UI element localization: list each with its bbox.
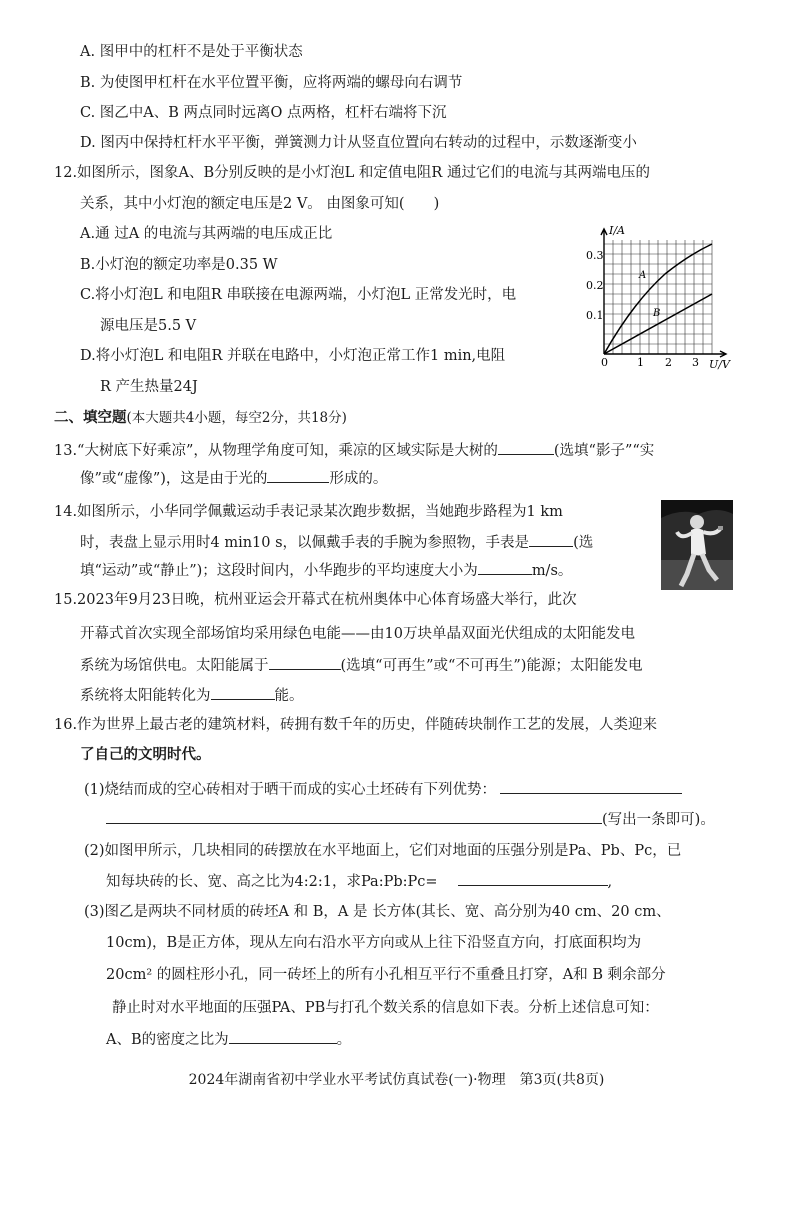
q13-text4: 形成的。 bbox=[329, 471, 388, 487]
q15-line1: 15.2023年9月23日晚，杭州亚运会开幕式在杭州奥体中心体育场盛大举行，此次 bbox=[54, 592, 577, 608]
q16-blank3[interactable] bbox=[229, 1029, 337, 1044]
curve-a-label: A bbox=[639, 270, 647, 281]
q16-sub1 bbox=[84, 779, 682, 800]
runner-photo bbox=[661, 500, 733, 590]
q15-blank1[interactable] bbox=[269, 655, 341, 670]
q16-sub1-note: (写出一条即可)。 bbox=[602, 812, 715, 828]
q13-text1: 13.“大树底下好乘凉”，从物理学角度可知，乘凉的区域实际是大树的 bbox=[54, 443, 498, 459]
q11-option-c: C. 图乙中A、B 两点同时远离O 点两格，杠杆右端将下沉 bbox=[80, 105, 447, 121]
q15-line4 bbox=[80, 685, 304, 706]
q14-text2b: (选 bbox=[573, 535, 594, 551]
q11-option-d: D. 图丙中保持杠杆水平平衡，弹簧测力计从竖直位置向右转动的过程中，示数逐渐变小 bbox=[80, 135, 637, 151]
q13-text2: (选填“影子”“实 bbox=[553, 443, 655, 459]
q16-sub2-text: 知每块砖的长、宽、高之比为4:2:1，求Pa:Pb:Pc= bbox=[106, 874, 438, 890]
q13-blank1[interactable] bbox=[498, 440, 554, 455]
y-tick-01: 0.1 bbox=[586, 309, 604, 322]
q14-blank1[interactable] bbox=[529, 532, 573, 547]
q16-line2: 了自己的文明时代。 bbox=[80, 746, 211, 763]
q15-text3b: (选填“可再生”或“不可再生”)能源；太阳能发电 bbox=[340, 658, 643, 674]
x-tick-1: 1 bbox=[637, 356, 644, 369]
q14-text3a: 填“运动”或“静止”)；这段时间内，小华跑步的平均速度大小为 bbox=[80, 563, 478, 579]
x-tick-2: 2 bbox=[665, 356, 672, 369]
page-footer: 2024年湖南省初中学业水平考试仿真试卷(一)·物理 第3页(共8页) bbox=[188, 1072, 605, 1088]
q16-sub3-line4: 静止时对水平地面的压强PA、PB与打孔个数关系的信息如下表。分析上述信息可知： bbox=[112, 1000, 659, 1016]
y-axis-label: I/A bbox=[609, 224, 625, 237]
q12-stem-line1: 12.如图所示，图象A、B分别反映的是小灯泡L 和定值电阻R 通过它们的电流与其两端电压的 bbox=[54, 165, 650, 181]
q11-option-b: B. 为使图甲杠杆在水平位置平衡，应将两端的螺母向右调节 bbox=[80, 75, 463, 91]
q16-blank1[interactable] bbox=[500, 779, 682, 794]
section-note: (本大题共4小题，每空2分，共18分) bbox=[126, 410, 347, 426]
x-tick-0: 0 bbox=[601, 356, 608, 369]
q15-line2: 开幕式首次实现全部场馆均采用绿色电能——由10万块单晶双面光伏组成的太阳能发电 bbox=[80, 626, 635, 642]
q12-option-c-line1: C.将小灯泡L 和电阻R 串联接在电源两端，小灯泡L 正常发光时，电 bbox=[80, 287, 517, 303]
q16-sub2-line2: 知每块砖的长、宽、高之比为4:2:1，求Pa:Pb:Pc= , bbox=[106, 871, 612, 892]
q12-option-c-line2: 源电压是5.5 V bbox=[100, 318, 197, 334]
q16-blank2[interactable] bbox=[458, 871, 608, 886]
q15-text4b: 能。 bbox=[274, 688, 304, 704]
q16-sub3-text5: A、B的密度之比为 bbox=[106, 1032, 229, 1048]
y-tick-02: 0.2 bbox=[586, 279, 604, 292]
q16-line1: 16.作为世界上最古老的建筑材料，砖拥有数千年的历史，伴随砖块制作工艺的发展，人类迎来 bbox=[54, 717, 658, 733]
section-title: 二、填空题 bbox=[54, 409, 127, 426]
q15-line3 bbox=[80, 655, 642, 676]
q16-sub3-line1: (3)图乙是两块不同材质的砖坯A 和 B，A 是 长方体(其长、宽、高分别为40 cm、20 cm、 bbox=[84, 904, 671, 920]
q12-stem-line2: 关系，其中小灯泡的额定电压是2 V。 由图象可知( ) bbox=[80, 196, 440, 212]
q14-line3 bbox=[80, 560, 572, 581]
q14-line2 bbox=[80, 532, 593, 553]
section-header bbox=[54, 408, 347, 428]
q14-text2a: 时，表盘上显示用时4 min10 s，以佩戴手表的手腕为参照物，手表是 bbox=[80, 535, 530, 551]
q13-line1 bbox=[54, 440, 654, 461]
q16-sub2-line1: (2)如图甲所示，几块相同的砖摆放在水平地面上，它们对地面的压强分别是Pa、Pb、Pc，已 bbox=[84, 843, 682, 859]
q11-option-a: A. 图甲中的杠杆不是处于平衡状态 bbox=[80, 44, 303, 60]
q16-sub3-line2: 10cm)，B是正方体，现从左向右沿水平方向或从上往下沿竖直方向，打底面积均为 bbox=[106, 935, 642, 951]
q16-sub1-line2 bbox=[106, 809, 715, 830]
graph-axes bbox=[601, 229, 726, 357]
q14-blank2[interactable] bbox=[478, 560, 532, 575]
x-tick-3: 3 bbox=[692, 356, 699, 369]
q13-text3: 像”或“虚像”)，这是由于光的 bbox=[80, 471, 268, 487]
q13-line2 bbox=[80, 468, 387, 489]
q12-option-d-line1: D.将小灯泡L 和电阻R 并联在电路中，小灯泡正常工作1 min,电阻 bbox=[80, 348, 506, 364]
graph-grid bbox=[604, 240, 712, 354]
q15-text3a: 系统为场馆供电。太阳能属于 bbox=[80, 658, 269, 674]
q12-option-a: A.通 过A 的电流与其两端的电压成正比 bbox=[80, 226, 333, 242]
iu-graph bbox=[585, 222, 740, 372]
q14-text3b: m/s。 bbox=[531, 563, 573, 579]
x-axis-label: U/V bbox=[709, 358, 730, 371]
q14-line1: 14.如图所示，小华同学佩戴运动手表记录某次跑步数据，当她跑步路程为1 km bbox=[54, 504, 563, 520]
q16-blank1-cont[interactable] bbox=[106, 809, 602, 824]
q13-blank2[interactable] bbox=[267, 468, 329, 483]
y-tick-03: 0.3 bbox=[586, 249, 604, 262]
q16-sub1-text: (1)烧结而成的空心砖相对于晒干而成的实心土坯砖有下列优势： bbox=[84, 782, 497, 798]
q16-sub3-line3: 20cm² 的圆柱形小孔，同一砖坯上的所有小孔相互平行不重叠且打穿，A和 B 剩余部分 bbox=[106, 967, 666, 983]
q12-option-d-line2: R 产生热量24J bbox=[100, 379, 198, 395]
q16-sub3-line5: A、B的密度之比为 。 bbox=[106, 1029, 351, 1050]
q15-blank2[interactable] bbox=[211, 685, 275, 700]
q12-option-b: B.小灯泡的额定功率是0.35 W bbox=[80, 257, 278, 273]
curve-b-label: B bbox=[653, 308, 661, 319]
q15-text4a: 系统将太阳能转化为 bbox=[80, 688, 211, 704]
